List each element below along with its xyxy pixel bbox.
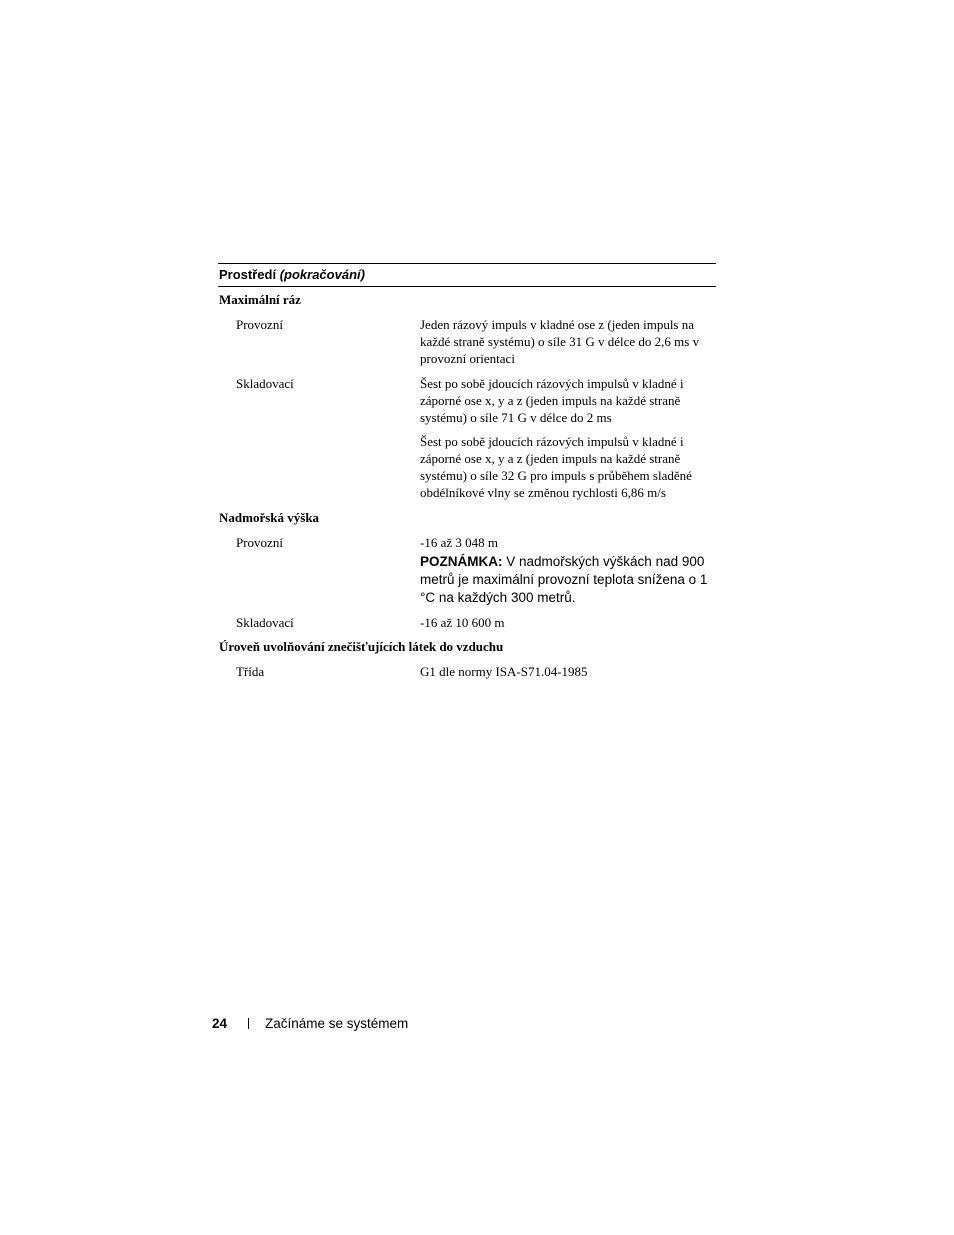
- row-value: Jeden rázový impuls v kladné ose z (jeden impuls na každé straně systému) o síle 31 G v délce do 2,6 ms v provozní orientaci: [420, 317, 700, 366]
- table-title: Prostředí: [219, 267, 277, 282]
- note-text: V nadmořských výškách nad 900 metrů je maximální provozní teplota snížena o 1 °C na každých 300 metrů.: [420, 554, 708, 605]
- row-altitude-operating: [218, 534, 716, 607]
- row-value: -16 až 3 048 m: [420, 535, 498, 550]
- note: [420, 553, 716, 607]
- table-continuation: (pokračování): [279, 267, 365, 282]
- page-number: 24: [212, 1016, 228, 1031]
- row-value-paragraph-1: Šest po sobě jdoucích rázových impulsů v kladné i záporné ose x, y a z (jeden impuls na každé straně systému) o síle 71 G v délce do 2 ms: [420, 376, 684, 425]
- footer-separator: [248, 1018, 249, 1029]
- row-max-shock-operating: [218, 316, 716, 367]
- row-label: Provozní: [236, 317, 283, 332]
- row-label: Skladovací: [236, 615, 294, 630]
- row-label: Provozní: [236, 535, 283, 550]
- note-label: POZNÁMKA:: [420, 554, 503, 569]
- chapter-title: Začínáme se systémem: [265, 1016, 409, 1031]
- row-altitude-storage: [218, 614, 716, 631]
- page-footer: [212, 1015, 408, 1033]
- row-value: -16 až 10 600 m: [420, 615, 505, 630]
- row-label: Třída: [236, 664, 265, 679]
- table-header-rule: [218, 286, 716, 287]
- section-title-airborne-contaminant: Úroveň uvolňování znečišťujících látek do vzduchu: [219, 639, 504, 654]
- section-title-max-shock: Maximální ráz: [219, 292, 301, 307]
- row-max-shock-storage: [218, 375, 716, 501]
- table-header: [218, 264, 716, 286]
- row-value: G1 dle normy ISA-S71.04-1985: [420, 664, 588, 679]
- row-value-paragraph-2: Šest po sobě jdoucích rázových impulsů v kladné i záporné ose x, y a z (jeden impuls na každé straně systému) o síle 32 G pro impuls s průběhem sladěné obdélníkové vlny se změnou rychlosti 6,86 m/s: [420, 434, 692, 500]
- row-contaminant-class: [218, 663, 716, 680]
- environment-spec-table: [218, 263, 716, 680]
- section-title-altitude: Nadmořská výška: [219, 510, 320, 525]
- row-label: Skladovací: [236, 376, 294, 391]
